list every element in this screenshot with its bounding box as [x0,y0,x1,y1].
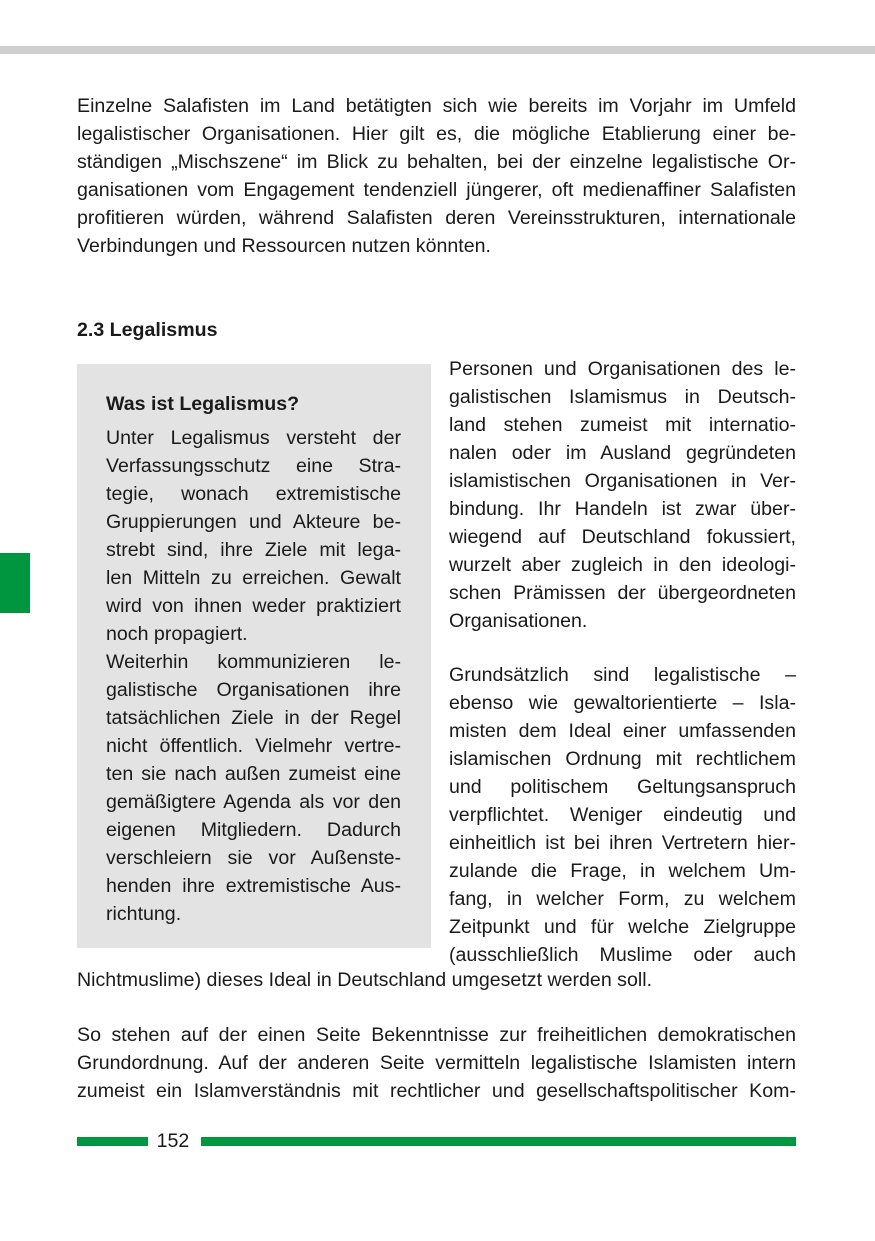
footer-rule-left [77,1137,148,1146]
text-line: und politischem Geltungsanspruch [449,776,796,798]
text-line: legalistischer Organisationen. Hier gilt es, die mögliche Etablierung einer be- [77,123,796,145]
top-rule [0,46,875,54]
text-line: Gruppierungen und Akteure be- [106,511,401,533]
text-line: noch propagiert. [106,623,248,645]
page-number: 152 [156,1130,190,1152]
text-line: Grundordnung. Auf der anderen Seite vermitteln legalistische Islamisten intern [77,1052,796,1074]
text-line: islamischen Ordnung mit rechtlichem [449,748,796,770]
text-line: verschleiern sie vor Außenste- [106,847,401,869]
text-line: schen Prämissen der übergeordneten [449,582,796,604]
text-line: Unter Legalismus versteht der [106,427,401,449]
text-line: wiegend auf Deutschland fokussiert, [449,526,796,548]
text-line: tegie, wonach extremistische [106,483,401,505]
text-line: Verfassungsschutz eine Stra- [106,455,401,477]
text-line: zumeist ein Islamverständnis mit rechtlicher und gesellschaftspolitischer Kom- [77,1080,796,1102]
text-line: richtung. [106,903,182,925]
text-line: profitieren würden, während Salafisten deren Vereinsstrukturen, internationale [77,207,796,229]
chapter-marker-tab [0,553,30,613]
text-line: tatsächlichen Ziele in der Regel [106,707,401,729]
text-line: verpflichtet. Weniger eindeutig und [449,804,796,826]
text-line: galistische Organisationen ihre [106,679,401,701]
text-line: henden ihre extremistische Aus- [106,875,401,897]
text-line: nalen oder im Ausland gegründeten [449,442,796,464]
text-line: Zeitpunkt und für welche Zielgruppe [449,916,796,938]
text-line: wird von ihnen weder praktiziert [106,595,401,617]
text-line: (ausschließlich Muslime oder auch [449,944,796,966]
text-line: Grundsätzlich sind legalistische – [449,664,796,686]
text-line: Einzelne Salafisten im Land betätigten sich wie bereits im Vorjahr im Umfeld [77,95,796,117]
text-line: ebenso wie gewaltorientierte – Isla- [449,692,796,714]
text-line: einheitlich ist bei ihren Vertretern hier- [449,832,796,854]
text-line: gemäßigtere Agenda als vor den [106,791,401,813]
section-heading: 2.3 Legalismus [77,319,218,341]
text-line: ten sie nach außen zumeist eine [106,763,401,785]
text-line: Verbindungen und Ressourcen nutzen könnten. [77,235,491,257]
text-line: bindung. Ihr Handeln ist zwar über- [449,498,796,520]
text-line: misten dem Ideal einer umfassenden [449,720,796,742]
text-line: So stehen auf der einen Seite Bekenntnisse zur freiheitlichen demokratischen [77,1024,796,1046]
text-line: wurzelt aber zugleich in den ideologi- [449,554,796,576]
text-line: zulande die Frage, in welchem Um- [449,860,796,882]
full-width-line: Nichtmuslime) dieses Ideal in Deutschland umgesetzt werden soll. [77,969,653,991]
text-line: galistischen Islamismus in Deutsch- [449,386,796,408]
text-line: nicht öffentlich. Vielmehr vertre- [106,735,401,757]
info-box-title: Was ist Legalismus? [106,393,300,415]
text-line: ganisationen vom Engagement tendenziell jüngerer, oft medienaffiner Salafisten [77,179,796,201]
text-line: land stehen zumeist mit internatio- [449,414,796,436]
text-line: fang, in welcher Form, zu welchem [449,888,796,910]
text-line: Organisationen. [449,610,588,632]
text-line: Weiterhin kommunizieren le- [106,651,401,673]
text-line: islamistischen Organisationen in Ver- [449,470,796,492]
text-line: len Mitteln zu erreichen. Gewalt [106,567,401,589]
text-line: eigenen Mitgliedern. Dadurch [106,819,401,841]
text-line: Personen und Organisationen des le- [449,358,796,380]
footer-rule-right [201,1137,796,1146]
text-line: strebt sind, ihre Ziele mit lega- [106,539,401,561]
text-line: ständigen „Mischszene“ im Blick zu behalten, bei der einzelne legalistische Or- [77,151,796,173]
